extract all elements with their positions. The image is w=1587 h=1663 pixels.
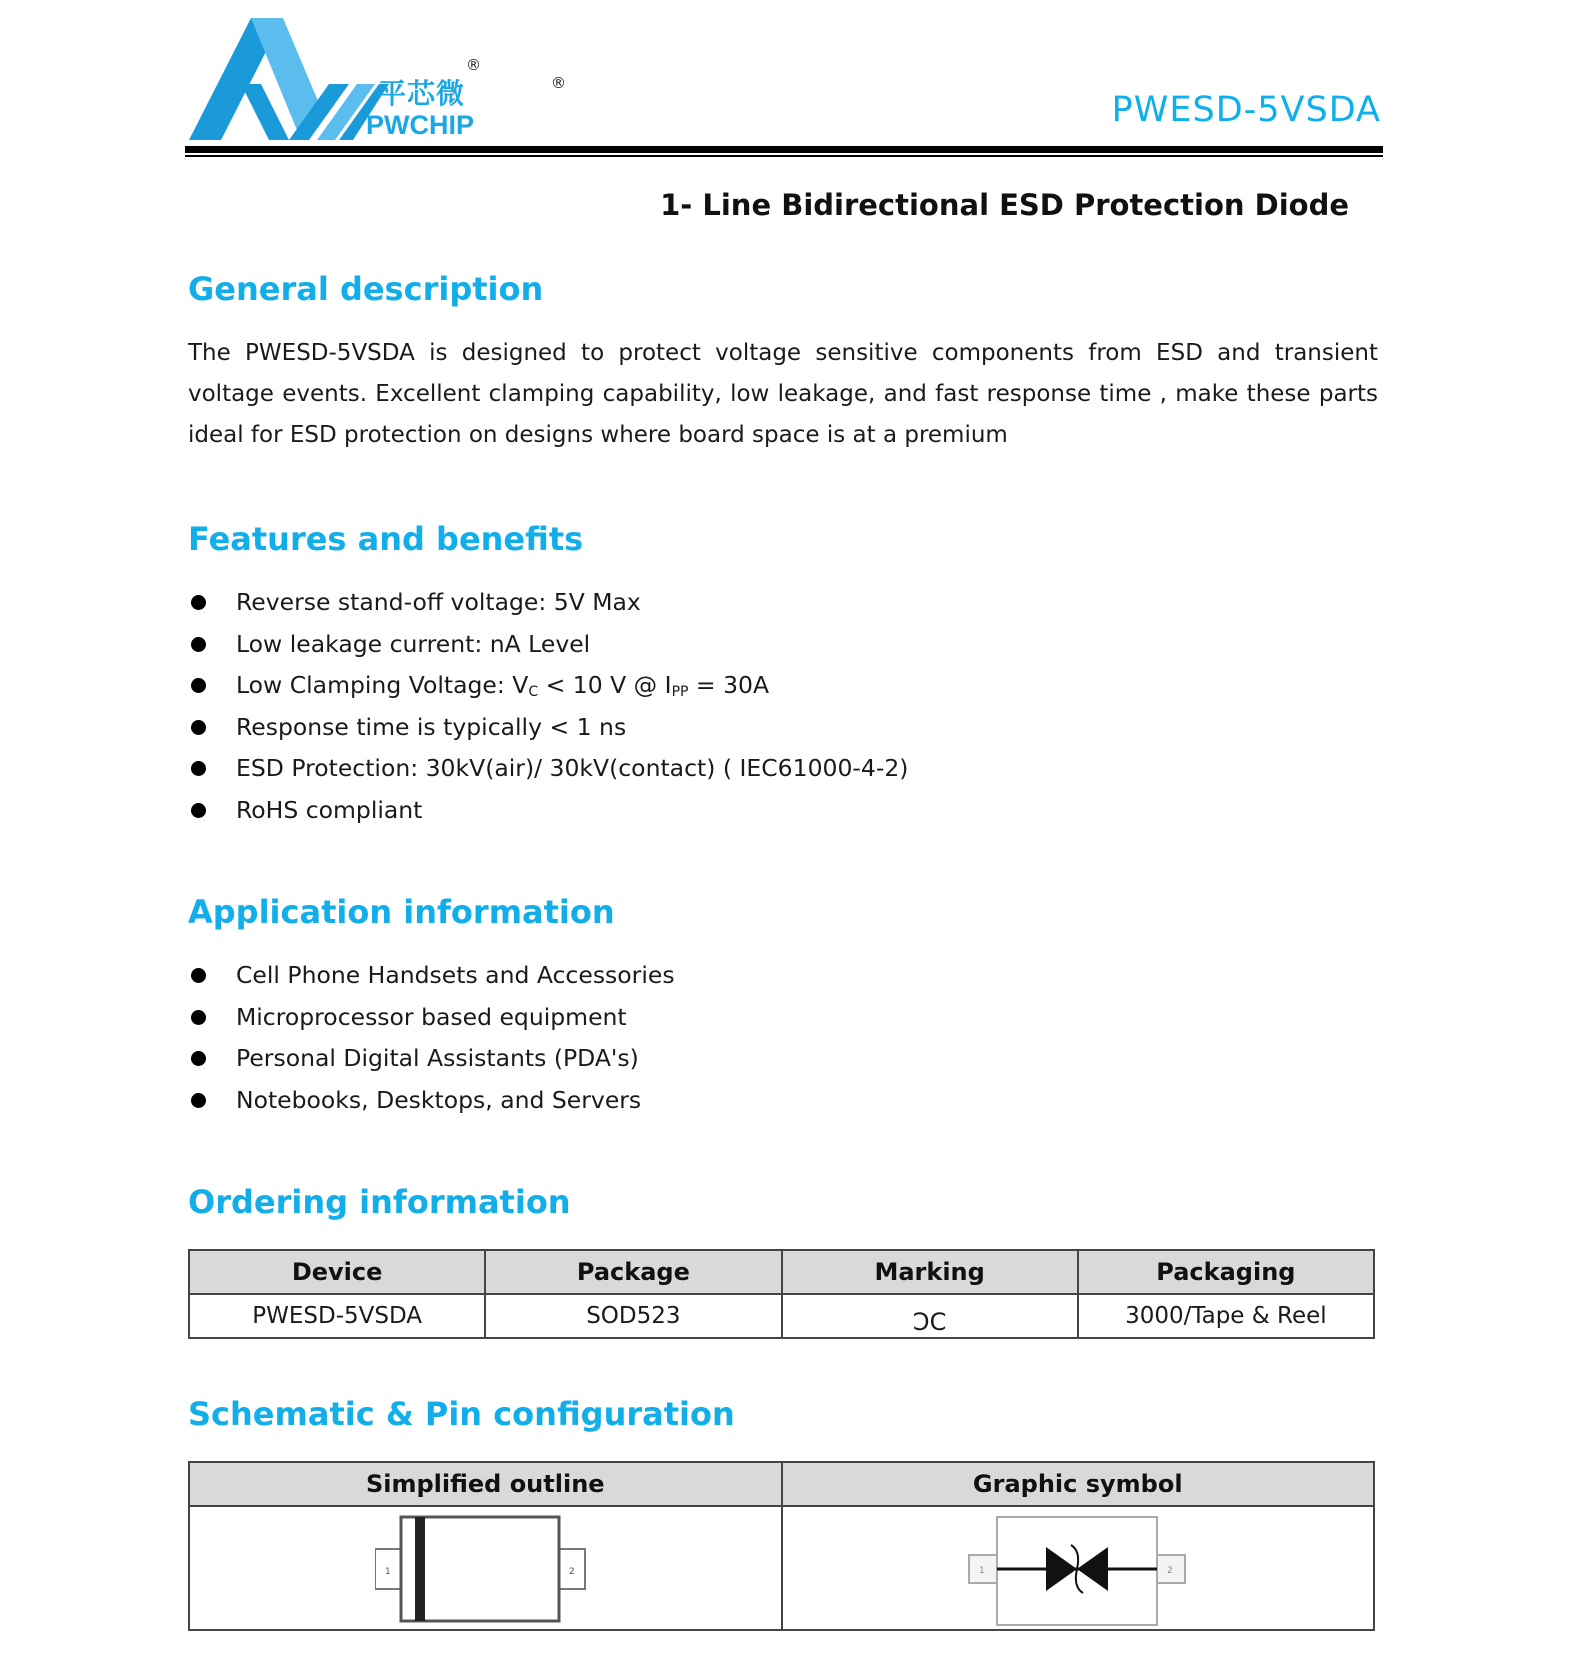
bullet-icon bbox=[191, 1010, 206, 1025]
svg-text:1: 1 bbox=[385, 1567, 391, 1577]
features-list bbox=[188, 582, 908, 831]
part-number-title: PWESD-5VSDA bbox=[1111, 90, 1381, 130]
cell-outline bbox=[189, 1506, 782, 1630]
bullet-icon bbox=[191, 720, 206, 735]
bullet-icon bbox=[191, 761, 206, 776]
cell-symbol bbox=[782, 1506, 1375, 1630]
column-header-simplified-outline: Simplified outline bbox=[189, 1462, 782, 1506]
bullet-icon bbox=[191, 1093, 206, 1108]
cell-marking: ƆC bbox=[782, 1294, 1078, 1338]
table-row bbox=[189, 1294, 1374, 1338]
application-item: Microprocessor based equipment bbox=[188, 997, 675, 1039]
column-header-device: Device bbox=[189, 1250, 485, 1294]
section-title-ordering: Ordering information bbox=[188, 1183, 571, 1221]
cell-device: PWESD-5VSDA bbox=[189, 1294, 485, 1338]
feature-item: Low leakage current: nA Level bbox=[188, 624, 908, 666]
bullet-icon bbox=[191, 678, 206, 693]
table-header-row bbox=[189, 1250, 1374, 1294]
bullet-icon bbox=[191, 968, 206, 983]
section-title-features: Features and benefits bbox=[188, 520, 584, 558]
svg-text:2: 2 bbox=[569, 1567, 575, 1577]
column-header-marking: Marking bbox=[782, 1250, 1078, 1294]
feature-item: Low Clamping Voltage: $V_C < 10$ V @ $I_{PP} = 30A$ bbox=[188, 665, 908, 707]
header-divider bbox=[185, 146, 1383, 153]
table-row bbox=[189, 1506, 1374, 1630]
pwchip-logo-mark-icon bbox=[189, 18, 389, 142]
table-header-row bbox=[189, 1462, 1374, 1506]
bullet-icon bbox=[191, 595, 206, 610]
applications-list bbox=[188, 955, 675, 1121]
svg-text:1: 1 bbox=[978, 1566, 985, 1576]
registered-mark-icon: ® bbox=[551, 74, 566, 92]
application-item: Cell Phone Handsets and Accessories bbox=[188, 955, 675, 997]
section-title-general-description: General description bbox=[188, 270, 544, 308]
column-header-package: Package bbox=[485, 1250, 781, 1294]
schematic-table bbox=[188, 1461, 1375, 1631]
general-description-text: The PWESD-5VSDA is designed to protect voltage sensitive components from ESD and transient voltage events. Excellent clamping capability, low leakage, and fast response time , make these parts ideal for ESD protection on designs where board space is at a premium bbox=[188, 340, 1378, 448]
application-item: Notebooks, Desktops, and Servers bbox=[188, 1080, 675, 1122]
sod523-package-outline-icon bbox=[375, 1509, 595, 1627]
cell-package: SOD523 bbox=[485, 1294, 781, 1338]
application-item: Personal Digital Assistants (PDA's) bbox=[188, 1038, 675, 1080]
logo-chinese-name: 平芯微 bbox=[378, 77, 466, 110]
feature-item: RoHS compliant bbox=[188, 790, 908, 832]
column-header-graphic-symbol: Graphic symbol bbox=[782, 1462, 1375, 1506]
feature-item: ESD Protection: 30kV(air)/ 30kV(contact) ( IEC61000-4-2) bbox=[188, 748, 908, 790]
ordering-table bbox=[188, 1249, 1375, 1339]
cell-packaging: 3000/Tape & Reel bbox=[1078, 1294, 1374, 1338]
bidirectional-tvs-diode-symbol-icon bbox=[963, 1509, 1193, 1627]
header-divider-thin bbox=[185, 155, 1383, 157]
registered-mark-icon: ® bbox=[466, 56, 481, 74]
logo-english-name: PWCHIP bbox=[366, 110, 474, 140]
feature-item: Response time is typically < 1 ns bbox=[188, 707, 908, 749]
bullet-icon bbox=[191, 1051, 206, 1066]
column-header-packaging: Packaging bbox=[1078, 1250, 1374, 1294]
bullet-icon bbox=[191, 803, 206, 818]
section-title-schematic: Schematic & Pin configuration bbox=[188, 1395, 735, 1433]
section-title-applications: Application information bbox=[188, 893, 615, 931]
bullet-icon bbox=[191, 637, 206, 652]
svg-text:2: 2 bbox=[1166, 1566, 1173, 1576]
document-subtitle: 1- Line Bidirectional ESD Protection Diode bbox=[660, 188, 1349, 222]
feature-item: Reverse stand-off voltage: 5V Max bbox=[188, 582, 908, 624]
